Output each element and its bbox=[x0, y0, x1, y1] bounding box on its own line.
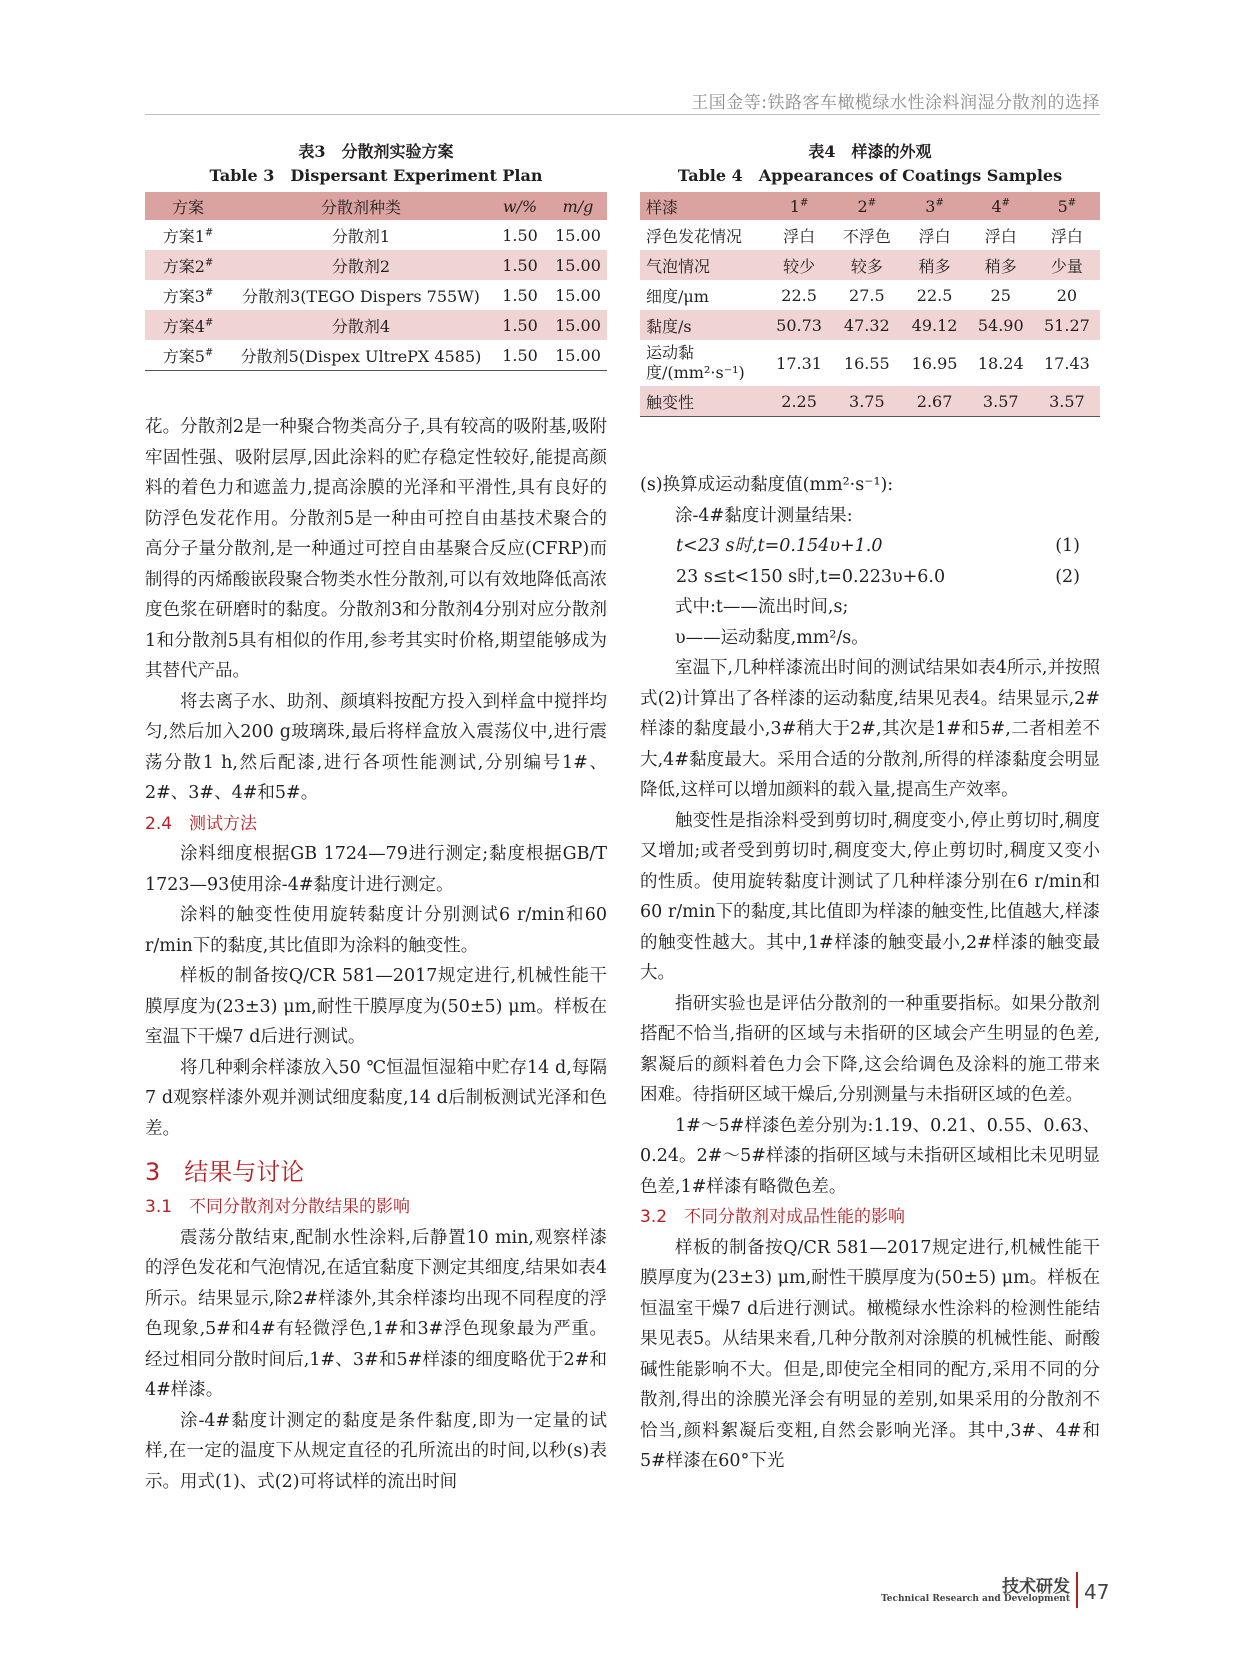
table-cell: 1.50 bbox=[502, 285, 538, 305]
table-row bbox=[145, 340, 607, 371]
section-heading: 2.4 测试方法 bbox=[145, 813, 258, 834]
table-cell: 1.50 bbox=[491, 250, 549, 280]
table-cell: 方案4# bbox=[145, 310, 231, 340]
equation-1 bbox=[640, 531, 1100, 562]
table-cell: 15.00 bbox=[549, 310, 607, 340]
table-3-grid bbox=[145, 192, 607, 371]
table-cell: 3.57 bbox=[1034, 386, 1100, 417]
table-cell: 方案5# bbox=[162, 346, 214, 366]
table-4-header: 1# bbox=[766, 192, 832, 220]
table-row bbox=[145, 310, 607, 340]
paragraph: 样板的制备按Q/CR 581—2017规定进行,机械性能干膜厚度为(23±3) μm,耐性干膜厚度为(50±5) μm。样板在室温下干燥7 d后进行测试。 bbox=[145, 966, 607, 1047]
table-cell: 51.27 bbox=[1034, 310, 1100, 340]
table-cell: 47.32 bbox=[832, 310, 901, 340]
table-row bbox=[145, 220, 607, 250]
table-4-title-en: Table 4 Appearances of Coatings Samples bbox=[677, 166, 1063, 185]
table-cell: 细度/μm bbox=[646, 286, 709, 306]
footer-section-label: 技术研发 bbox=[1002, 1577, 1070, 1597]
table-cell: 22.5 bbox=[916, 285, 953, 305]
table-cell: 分散剂1 bbox=[331, 226, 391, 246]
table-cell: 方案2# bbox=[145, 250, 231, 280]
table-row bbox=[640, 220, 1100, 250]
table-cell: 25 bbox=[990, 285, 1011, 305]
table-cell: 方案3# bbox=[162, 286, 214, 306]
table-cell: 触变性 bbox=[640, 386, 766, 417]
table-cell: 3.75 bbox=[832, 386, 901, 417]
table-cell: 分散剂5(Dispex UltrePX 4585) bbox=[240, 346, 482, 366]
table-cell: 稍多 bbox=[968, 250, 1034, 280]
table-cell: 17.31 bbox=[776, 353, 822, 373]
equation-text: 23 s≤t<150 s时,t=0.223υ+6.0 bbox=[676, 566, 946, 587]
right-column bbox=[640, 470, 1100, 1477]
table-cell: 18.24 bbox=[977, 353, 1024, 373]
table-4-header: 2# bbox=[832, 192, 901, 220]
header-rule bbox=[145, 114, 1100, 115]
table-cell: 50.73 bbox=[766, 310, 832, 340]
table-row bbox=[145, 250, 607, 280]
paragraph: 花。分散剂2是一种聚合物类高分子,具有较高的吸附基,吸附牢固性强、吸附层厚,因此涂料的贮存稳定性较好,能提高颜料的着色力和遮盖力,提高涂膜的光泽和平滑性,具有良好的防浮色发花作用。分散剂5是一种由可控自由基技术聚合的高分子量分散剂,是一种通过可控自由基聚合反应(CFRP)而制得的丙烯酸嵌段聚合物类水性分散剂,可以有效地降低高浓度色浆在研磨时的黏度。分散剂3和分散剂4分别对应分散剂1和分散剂5具有相似的作用,参考其实时价格,期望能够成为其替代产品。 bbox=[145, 417, 607, 681]
table-cell: 方案1# bbox=[162, 226, 214, 246]
table-3-header: 方案 bbox=[145, 192, 231, 220]
table-cell: 浮白 bbox=[918, 226, 951, 246]
equation-text: t<23 s时,t=0.154υ+1.0 bbox=[676, 536, 883, 556]
table-4-grid bbox=[640, 192, 1100, 417]
chapter-heading: 3 结果与讨论 bbox=[145, 1158, 305, 1186]
table-3-header: m/g bbox=[549, 192, 607, 220]
table-3-header: w/% bbox=[491, 192, 549, 220]
section-heading: 3.1 不同分散剂对分散结果的影响 bbox=[145, 1197, 411, 1217]
section-heading: 3.2 不同分散剂对成品性能的影响 bbox=[640, 1207, 906, 1227]
table-row bbox=[640, 280, 1100, 310]
table-cell: 2.67 bbox=[902, 386, 968, 417]
table-cell: 27.5 bbox=[849, 285, 885, 305]
paragraph: 涂料细度根据GB 1724—79进行测定;黏度根据GB/T 1723—93使用涂-4#黏度计进行测定。 bbox=[145, 844, 607, 895]
table-cell: 49.12 bbox=[902, 310, 968, 340]
equation-number: (1) bbox=[1055, 536, 1080, 556]
table-4-header-row bbox=[640, 192, 1100, 220]
table-cell: 浮白 bbox=[984, 226, 1017, 246]
left-column bbox=[145, 412, 607, 1497]
table-3-header-row bbox=[145, 192, 607, 220]
table-cell: 16.95 bbox=[911, 353, 958, 373]
paragraph: 1#～5#样漆色差分别为:1.19、0.21、0.55、0.63、0.24。2#～5#样漆的指研区域与未指研区域相比未见明显色差,1#样漆有略微色差。 bbox=[640, 1115, 1100, 1197]
table-cell: 分散剂3(TEGO Dispers 755W) bbox=[242, 286, 480, 306]
table-row bbox=[640, 250, 1100, 280]
table-cell: 15.00 bbox=[555, 285, 601, 305]
table-4-header: 样漆 bbox=[640, 192, 766, 220]
table-cell: 15.00 bbox=[555, 225, 601, 245]
table-cell: 1.50 bbox=[502, 345, 538, 365]
paragraph: 将去离子水、助剂、颜填料按配方投入到样盒中搅拌均匀,然后加入200 g玻璃珠,最后将样盒放入震荡仪中,进行震荡分散1 h,然后配漆,进行各项性能测试,分别编号1#、2#、3#、4#和5#。 bbox=[145, 691, 607, 803]
running-title: 王国金等:铁路客车橄榄绿水性涂料润湿分散剂的选择 bbox=[691, 93, 1100, 113]
table-cell: 1.50 bbox=[491, 310, 549, 340]
paragraph: 震荡分散结束,配制水性涂料,后静置10 min,观察样漆的浮色发花和气泡情况,在适宜黏度下测定其细度,结果如表4所示。结果显示,除2#样漆外,其余样漆均出现不同程度的浮色现象,5#和4#有轻微浮色,1#和3#浮色现象最为严重。经过相同分散时间后,1#、3#和5#样漆的细度略优于2#和4#样漆。 bbox=[145, 1227, 607, 1400]
table-cell: 气泡情况 bbox=[640, 250, 766, 280]
equation-2 bbox=[640, 562, 1100, 593]
table-cell: 1.50 bbox=[502, 225, 538, 245]
paragraph: 涂-4#黏度计测量结果: bbox=[675, 505, 853, 526]
table-3-title-en: Table 3 Dispersant Experiment Plan bbox=[209, 166, 543, 185]
table-4-title-cn: 表4 样漆的外观 bbox=[808, 142, 932, 161]
table-cell: 分散剂2 bbox=[231, 250, 491, 280]
page-number: 47 bbox=[1084, 1580, 1110, 1604]
table-4-header: 5# bbox=[1034, 192, 1100, 220]
paragraph: 室温下,几种样漆流出时间的测试结果如表4所示,并按照式(2)计算出了各样漆的运动黏度,结果见表4。结果显示,2#样漆的黏度最小,3#稍大于2#,其次是1#和5#,二者相差不大,4#黏度最大。采用合适的分散剂,所得的样漆黏度会明显降低,这样可以增加颜料的载入量,提高生产效率。 bbox=[640, 658, 1100, 800]
table-cell: 22.5 bbox=[781, 285, 817, 305]
table-row bbox=[640, 340, 1100, 386]
table-3-title-cn: 表3 分散剂实验方案 bbox=[298, 142, 454, 161]
paragraph: 触变性是指涂料受到剪切时,稠度变小,停止剪切时,稠度又增加;或者受到剪切时,稠度变大,停止剪切时,稠度又变小的性质。使用旋转黏度计测试了几种样漆分别在6 r/min和60 r/min下的黏度,其比值即为样漆的触变性,比值越大,样漆的触变性越大。其中,1#样漆的触变最小,2#样漆的触变最大。 bbox=[640, 810, 1100, 983]
table-row bbox=[640, 386, 1100, 417]
table-cell: 17.43 bbox=[1044, 353, 1090, 373]
footer-divider bbox=[1076, 1572, 1078, 1608]
table-cell: 不浮色 bbox=[842, 226, 891, 246]
table-cell: 16.55 bbox=[843, 353, 890, 373]
table-cell: 分散剂4 bbox=[231, 310, 491, 340]
table-cell: 浮色发花情况 bbox=[646, 226, 743, 246]
table-3 bbox=[145, 140, 607, 371]
table-cell: 20 bbox=[1056, 285, 1078, 305]
paragraph: υ——运动黏度,mm²/s。 bbox=[675, 627, 869, 648]
table-cell: 2.25 bbox=[766, 386, 832, 417]
paragraph: 样板的制备按Q/CR 581—2017规定进行,机械性能干膜厚度为(23±3) μm,耐性干膜厚度为(50±5) μm。样板在恒温室干燥7 d后进行测试。橄榄绿水性涂料的检测性能结果见表5。从结果来看,几种分散剂对涂膜的机械性能、耐酸碱性能影响不大。但是,即使完全相同的配方,采用不同的分散剂,得出的涂膜光泽会有明显的差别,如果采用的分散剂不恰当,颜料絮凝后变粗,自然会影响光泽。其中,3#、4#和5#样漆在60°下光 bbox=[640, 1237, 1100, 1471]
table-row bbox=[640, 310, 1100, 340]
table-cell: 稍多 bbox=[902, 250, 968, 280]
paragraph: 式中:t——流出时间,s; bbox=[675, 597, 849, 617]
table-cell: 15.00 bbox=[549, 250, 607, 280]
paragraph: (s)换算成运动黏度值(mm²·s⁻¹): bbox=[640, 475, 894, 495]
paragraph: 指研实验也是评估分散剂的一种重要指标。如果分散剂搭配不恰当,指研的区域与未指研的区域会产生明显的色差,絮凝后的颜料着色力会下降,这会给调色及涂料的施工带来困难。待指研区域干燥后,分别测量与未指研区域的色差。 bbox=[640, 993, 1100, 1105]
table-4 bbox=[640, 140, 1100, 417]
table-cell: 浮白 bbox=[783, 226, 816, 246]
table-cell: 较多 bbox=[832, 250, 901, 280]
table-cell: 54.90 bbox=[968, 310, 1034, 340]
paragraph: 涂-4#黏度计测定的黏度是条件黏度,即为一定量的试样,在一定的温度下从规定直径的孔所流出的时间,以秒(s)表示。用式(1)、式(2)可将试样的流出时间 bbox=[145, 1410, 607, 1492]
table-cell: 3.57 bbox=[968, 386, 1034, 417]
table-3-header: 分散剂种类 bbox=[231, 192, 491, 220]
table-cell: 浮白 bbox=[1050, 226, 1083, 246]
equation-number: (2) bbox=[1055, 566, 1080, 587]
table-row bbox=[145, 280, 607, 310]
table-cell: 15.00 bbox=[555, 345, 601, 365]
table-cell: 较少 bbox=[766, 250, 832, 280]
paragraph: 涂料的触变性使用旋转黏度计分别测试6 r/min和60 r/min下的黏度,其比值即为涂料的触变性。 bbox=[145, 905, 607, 956]
footer-section-en: Technical Research and Development bbox=[881, 1594, 1070, 1604]
table-cell: 少量 bbox=[1034, 250, 1100, 280]
paragraph: 将几种剩余样漆放入50 ℃恒温恒湿箱中贮存14 d,每隔7 d观察样漆外观并测试细度黏度,14 d后制板测试光泽和色差。 bbox=[145, 1057, 607, 1139]
table-cell: 运动黏度/(mm²·s⁻¹) bbox=[646, 343, 745, 382]
table-cell: 黏度/s bbox=[640, 310, 766, 340]
table-4-header: 4# bbox=[968, 192, 1034, 220]
table-4-header: 3# bbox=[902, 192, 968, 220]
